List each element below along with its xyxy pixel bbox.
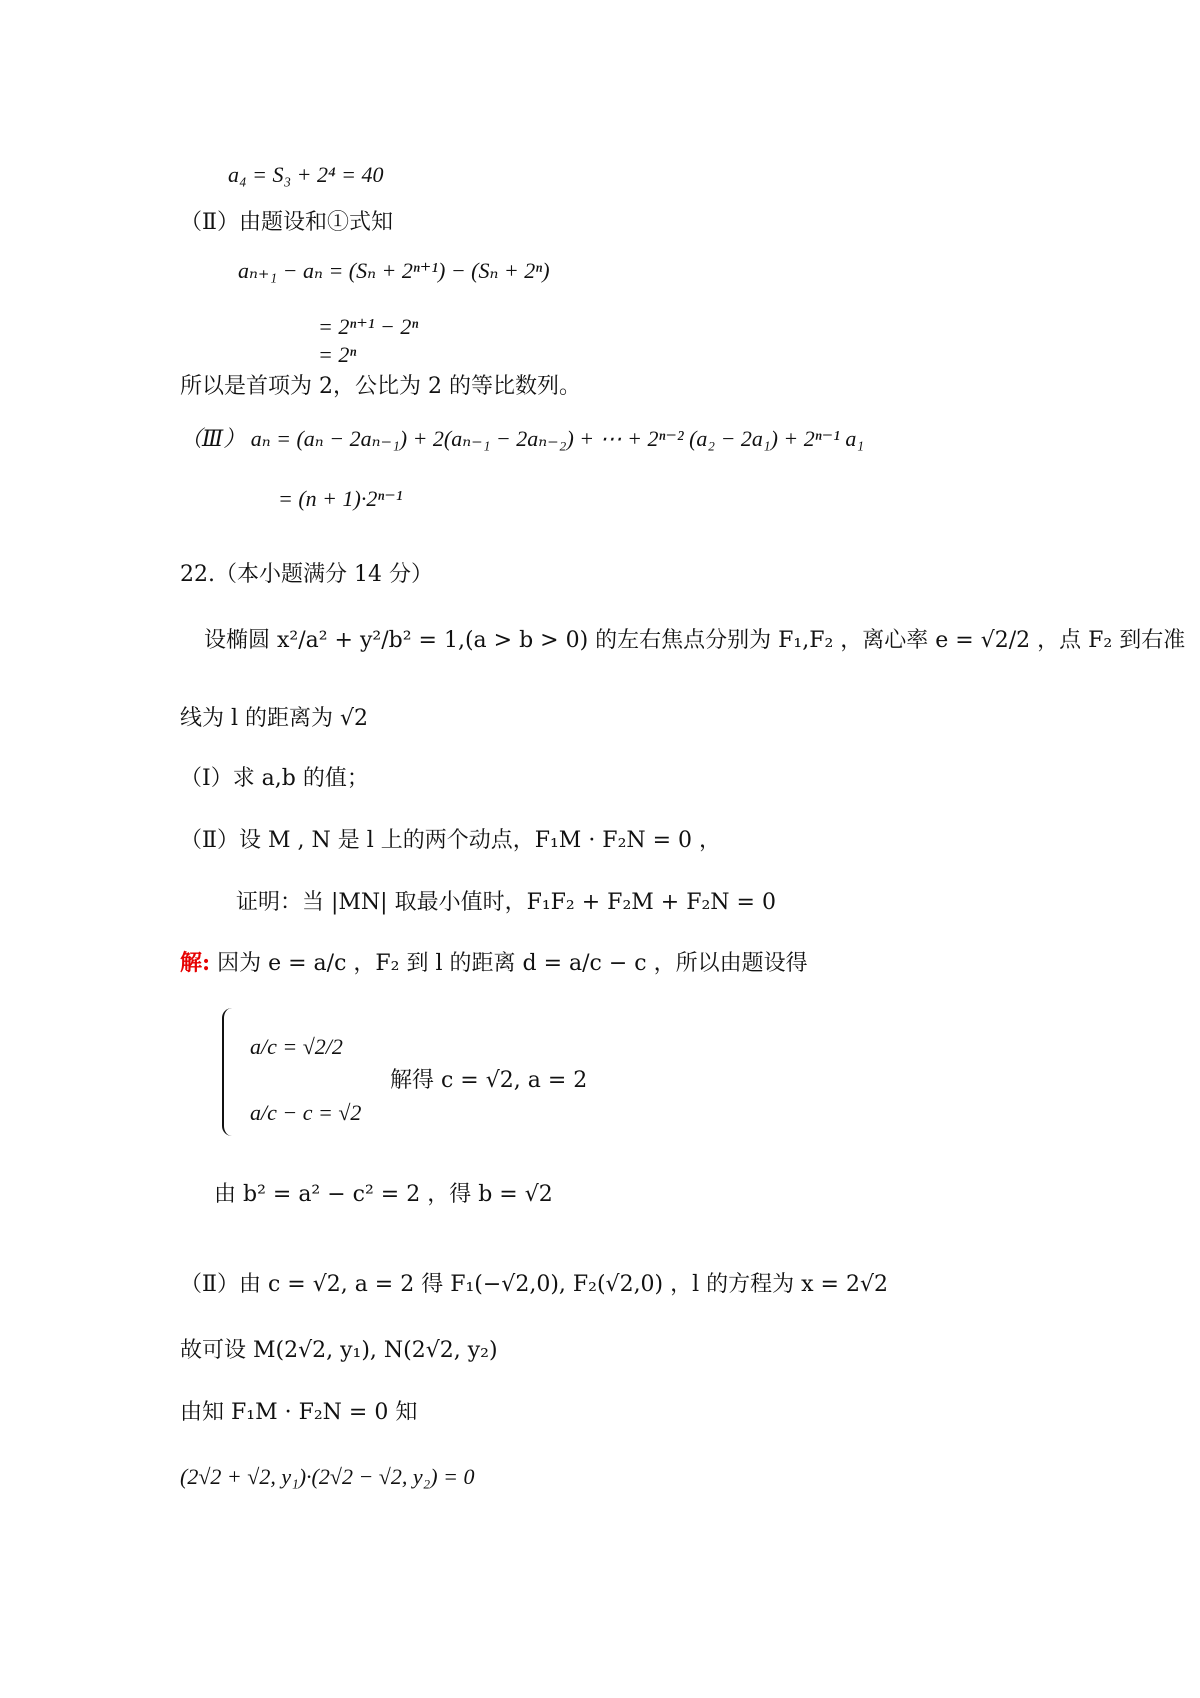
question-2: （Ⅱ）设 M , N 是 l 上的两个动点，F₁M · F₂N = 0 ， (180, 828, 722, 853)
solution-text: 因为 e = a/c ，F₂ 到 l 的距离 d = a/c − c ，所以由题设得 (217, 951, 808, 976)
b-value-derivation: 由 b² = a² − c² = 2 ，得 b = √2 (214, 1182, 553, 1207)
equation-difference: aₙ₊₁ − aₙ = (Sₙ + 2ⁿ⁺¹) − (Sₙ + 2ⁿ) (238, 258, 550, 283)
part-3-equation: （Ⅲ） aₙ = (aₙ − 2aₙ₋₁) + 2(aₙ₋₁ − 2aₙ₋₂) + ⋯ + 2ⁿ⁻² (a₂ − 2a₁) + 2ⁿ⁻¹ a₁ (180, 426, 865, 451)
equation-step-1: = 2ⁿ⁺¹ − 2ⁿ (318, 314, 419, 339)
problem-22-statement: 设椭圆 x²/a² + y²/b² = 1,(a > b > 0) 的左右焦点分别为 F₁,F₂ ，离心率 e = √2/2 ，点 F₂ 到右准 (204, 628, 1186, 653)
problem-22-statement-cont: 线为 l 的距离为 √2 (180, 706, 369, 731)
equation-a4: a₄ = S₃ + 2⁴ = 40 (228, 162, 384, 187)
solution-label: 解: (180, 950, 211, 976)
system-solution: 解得 c = √2, a = 2 (390, 1068, 588, 1093)
conclusion-geometric: 所以是首项为 2，公比为 2 的等比数列。 (180, 374, 581, 399)
question-1: （Ⅰ）求 a,b 的值； (180, 766, 369, 791)
system-equation-1: a/c = √2/2 (250, 1034, 343, 1059)
system-equation-2: a/c − c = √2 (250, 1100, 362, 1125)
part-3-result: = (n + 1)·2ⁿ⁻¹ (278, 486, 403, 511)
part-2-solution: （Ⅱ）由 c = √2, a = 2 得 F₁(−√2,0), F₂(√2,0) ，l 的方程为 x = 2√2 (180, 1272, 888, 1297)
dot-product-condition: 由知 F₁M · F₂N = 0 知 (180, 1400, 418, 1425)
part-2-intro: （Ⅱ）由题设和①式知 (180, 210, 393, 235)
dot-product-expansion: (2√2 + √2, y₁)·(2√2 − √2, y₂) = 0 (180, 1464, 475, 1489)
point-assumption: 故可设 M(2√2, y₁), N(2√2, y₂) (180, 1338, 498, 1363)
question-2-proof: 证明：当 |MN| 取最小值时，F₁F₂ + F₂M + F₂N = 0 (236, 890, 776, 915)
system-brace (222, 1008, 238, 1136)
equation-step-2: = 2ⁿ (318, 342, 357, 367)
problem-22-heading: 22.（本小题满分 14 分） (180, 562, 433, 587)
solution-line (180, 948, 808, 979)
